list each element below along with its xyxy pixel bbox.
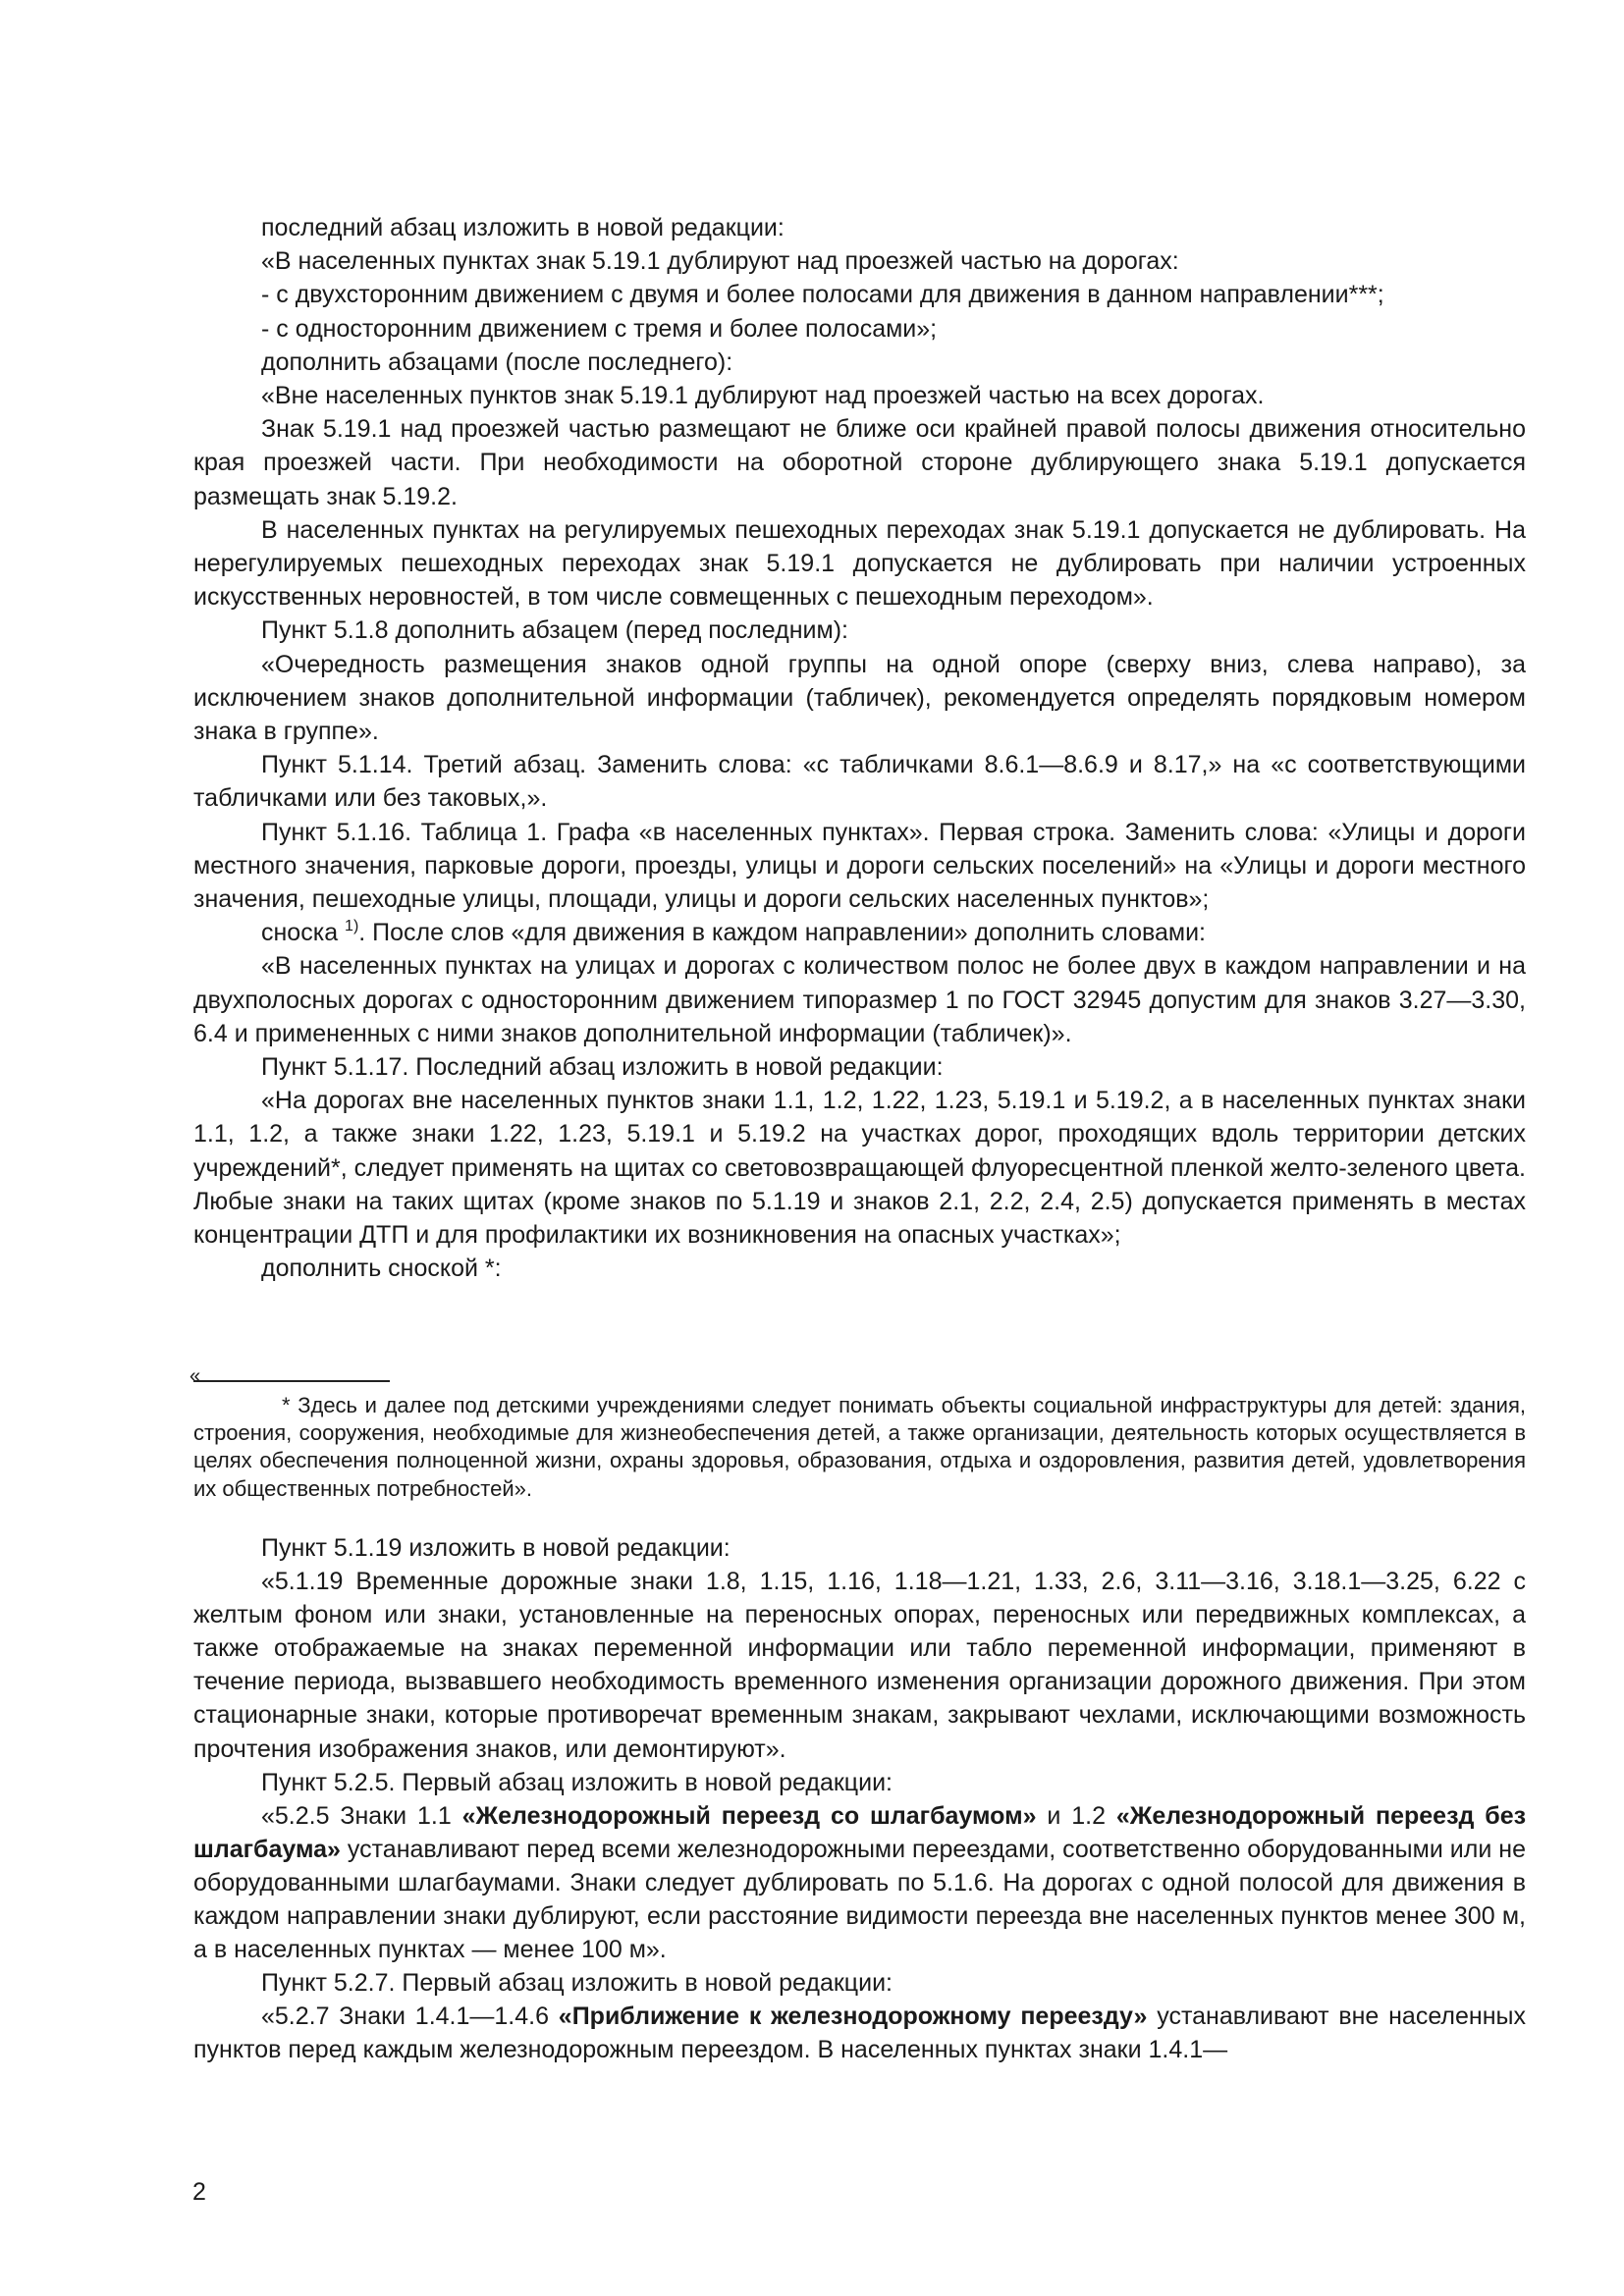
text-run: «5.2.7 Знаки 1.4.1—1.4.6 — [261, 2002, 559, 2031]
paragraph: Пункт 5.1.16. Таблица 1. Графа «в населенных пунктах». Первая строка. Заменить слова: «Улицы и дороги местного значения, парковые дороги, проезды, улицы и дороги сельских поселений» на «Улицы и дороги местного значения, пешеходные улицы, площади, улицы и дороги сельских населенных пунктов»; — [193, 818, 1526, 914]
paragraph: «Вне населенных пунктов знак 5.19.1 дублируют над проезжей частью на всех дорогах. — [261, 382, 1265, 410]
sign-name-bold: «Железнодорожный переезд со шлагбаумом» — [461, 1801, 1037, 1830]
paragraph: Пункт 5.1.17. Последний абзац изложить в новой редакции: — [261, 1053, 944, 1082]
paragraph: Пункт 5.1.19 изложить в новой редакции: — [261, 1534, 731, 1562]
text-run: «5.2.5 Знаки 1.1 — [261, 1801, 462, 1830]
paragraph: «В населенных пунктах знак 5.19.1 дублируют над проезжей частью на дорогах: — [261, 247, 1179, 276]
page-number: 2 — [192, 2178, 206, 2206]
footnote-divider — [193, 1380, 390, 1382]
main-text-block-2 — [193, 1531, 1526, 2067]
sign-name-bold: «Железнодорожный переезд без шлагбаума» — [193, 1801, 1527, 1863]
paragraph: В населенных пунктах на регулируемых пешеходных переходах знак 5.19.1 допускается не дублировать. На нерегулируемых пешеходных переходах знак 5.19.1 допускается не дублировать при наличии устроенных искусственных неровностей, в том числе совмещенных с пешеходным переходом». — [193, 515, 1526, 612]
paragraph: Пункт 5.1.14. Третий абзац. Заменить слова: «с табличками 8.6.1—8.6.9 и 8.17,» на «с соответствующими табличками или без таковых,». — [193, 751, 1526, 813]
paragraph: дополнить сноской *: — [261, 1255, 502, 1283]
paragraph: «На дорогах вне населенных пунктов знаки 1.1, 1.2, 1.22, 1.23, 5.19.1 и 5.19.2, а в населенных пунктах знаки 1.1, 1.2, а также знаки 1.22, 1.23, 5.19.1 и 5.19.2 на участках дорог, проходящих вдоль территории детских учреждений*, следует применять на щитах со световозвращающей флуоресцентной пленкой желто-зеленого цвета. Любые знаки на таких щитах (кроме знаков по 5.1.19 и знаков 2.1, 2.2, 2.4, 2.5) допускается применять в местах концентрации ДТП и для профилактики их возникновения на опасных участках»; — [193, 1087, 1526, 1250]
paragraph: Пункт 5.2.5. Первый абзац изложить в новой редакции: — [261, 1768, 893, 1796]
footnote-ref-before: сноска — [261, 919, 346, 947]
paragraph: «В населенных пунктах на улицах и дорогах с количеством полос не более двух в каждом направлении и на двухполосных дорогах с односторонним движением типоразмер 1 по ГОСТ 32945 допустим для знаков 3.27—3.30, 6.4 и примененных с ними знаков дополнительной информации (табличек)». — [193, 952, 1526, 1047]
text-run: устанавливают перед всеми железнодорожными переездами, соответственно оборудованными или не оборудованными шлагбаумами. Знаки следует дублировать по 5.1.6. На дорогах с одной полосой для движения в каждом направлении знаки дублируют, если расстояние видимости переезда вне населенных пунктов менее 300 м, а в населенных пунктах — менее 100 м». — [193, 1835, 1526, 1964]
paragraph-525 — [193, 1799, 1526, 1966]
paragraph: дополнить абзацами (после последнего): — [261, 347, 733, 376]
main-text-block — [193, 211, 1526, 1286]
paragraph: - с двухсторонним движением с двумя и более полосами для движения в данном направлении***; — [261, 281, 1384, 309]
text-run: и 1.2 — [1036, 1801, 1116, 1830]
footnote-ref-marker: 1) — [345, 918, 359, 935]
sign-name-bold: «Приближение к железнодорожному переезду» — [558, 2002, 1148, 2031]
paragraph: «5.1.19 Временные дорожные знаки 1.8, 1.15, 1.16, 1.18—1.21, 1.33, 2.6, 3.11—3.16, 3.18.1—3.25, 6.22 с желтым фоном или знаки, установленные на переносных опорах, переносных или передвижных комплексах, а также отображаемые на знаках переменной информации или табло переменной информации, применяют в течение периода, вызвавшего необходимость временного изменения организации дорожного движения. При этом стационарные знаки, которые противоречат временным знакам, закрывают чехлами, исключающими возможность прочтения изображения знаков, или демонтируют». — [193, 1568, 1526, 1763]
paragraph: последний абзац изложить в новой редакции: — [261, 214, 785, 241]
paragraph-527 — [193, 2000, 1526, 2066]
paragraph: «Очередность размещения знаков одной группы на одной опоре (сверху вниз, слева направо), за исключением знаков дополнительной информации (табличек), рекомендуется определять порядковым номером знака в группе». — [193, 650, 1526, 746]
footnote-quote-mark: « — [189, 1365, 201, 1387]
paragraph: Знак 5.19.1 над проезжей частью размещают не ближе оси крайней правой полосы движения относительно края проезжей части. При необходимости на оборотной стороне дублирующего знака 5.19.1 допускается размещать знак 5.19.2. — [193, 415, 1526, 510]
footnote-block — [193, 1392, 1526, 1503]
text-run: устанавливают вне населенных пунктов перед каждым железнодорожным переездом. В населенных пунктах знаки 1.4.1— — [193, 2002, 1526, 2064]
paragraph-footnote-ref — [193, 916, 1526, 949]
footnote-text: * Здесь и далее под детскими учреждениями следует понимать объекты социальной инфраструктуры для детей: здания, строения, сооружения, необходимые для жизнеобеспечения детей, а также организации, деятельность которых осуществляется в целях обеспечения полноценной жизни, охраны здоровья, образования, отдыха и оздоровления, развития детей, удовлетворения их общественных потребностей». — [193, 1393, 1526, 1501]
paragraph: Пункт 5.1.8 дополнить абзацем (перед последним): — [261, 616, 848, 645]
paragraph: - с односторонним движением с тремя и более полосами»; — [261, 314, 938, 343]
footnote-ref-after: . После слов «для движения в каждом направлении» дополнить словами: — [358, 919, 1207, 947]
paragraph: Пункт 5.2.7. Первый абзац изложить в новой редакции: — [261, 1969, 893, 1998]
